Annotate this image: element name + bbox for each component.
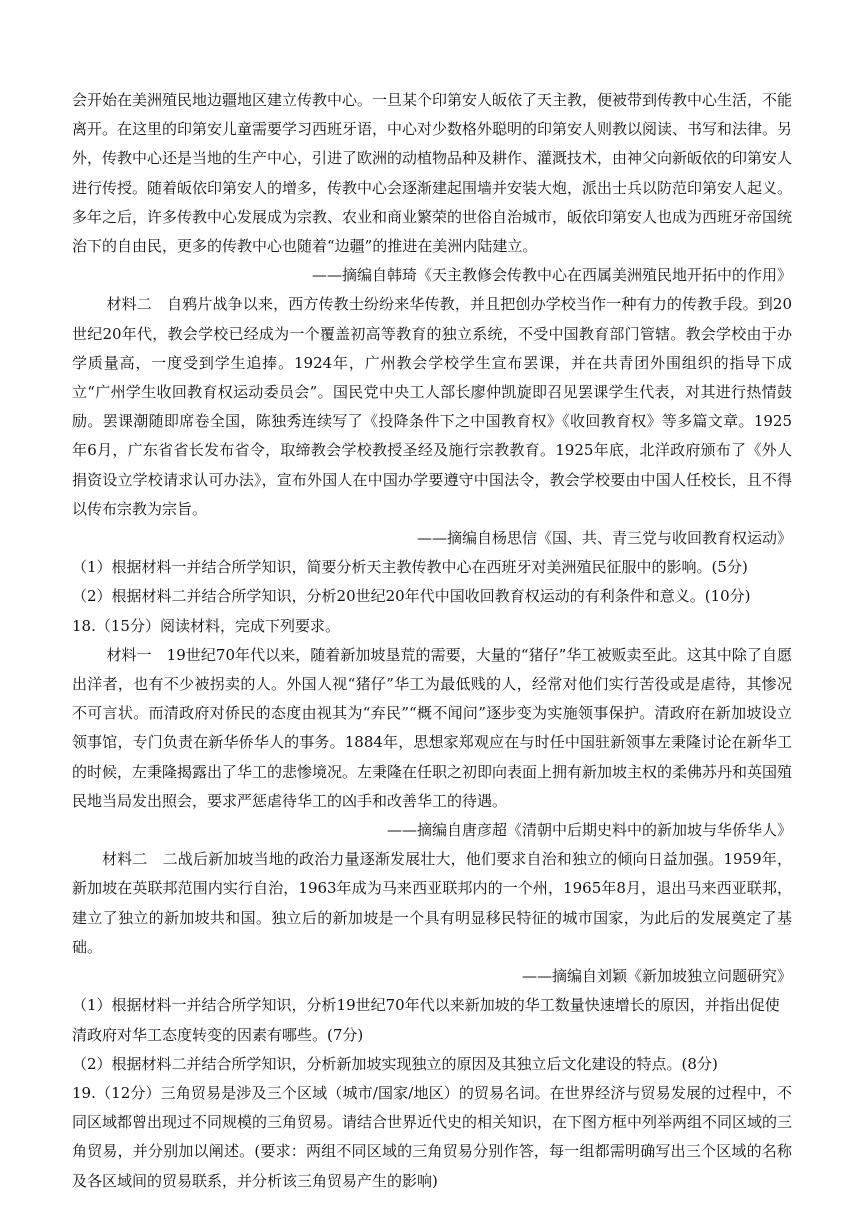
q17-material-2-source: ——摘编自杨思信《国、共、青三党与收回教育权运动》 [416, 529, 792, 548]
q17-material-1-text: 会开始在美洲殖民地边疆地区建立传教中心。一旦某个印第安人皈依了天主教，便被带到传教中心生活，不能离开。在这里的印第安儿童需要学习西班牙语，中心对少数格外聪明的印第安人则教以阅读、书写和法律。另外，传教中心还是当地的生产中心，引进了欧洲的动植物品种及耕作、灌溉技术，由神父向新皈依的印第安人进行传授。随着皈依印第安人的增多，传教中心会逐渐建起围墙并安装大炮，派出士兵以防范印第安人起义。多年之后，许多传教中心发展成为宗教、农业和商业繁荣的世俗自治城市，皈依印第安人也成为西班牙帝国统治下的自由民，更多的传教中心也随着“边疆”的推进在美洲内陆建立。 [72, 91, 793, 256]
q18-material-1-text: 材料一 19世纪70年代以来，随着新加坡垦荒的需要，大量的“猪仔”华工被贩卖至此。这其中除了自愿出洋者，也有不少被拐卖的人。外国人视“猪仔”华工为最低贱的人，经常对他们实行苦役或是虐待，其惨况不可言状。而清政府对侨民的态度由视其为“弃民”“概不闻问”逐步变为实施领事保护。清政府在新加坡设立领事馆，专门负责在新华侨华人的事务。1884年，思想家郑观应在与时任中国驻新领事左秉隆讨论在新华工的时候，左秉隆揭露出了华工的悲惨境况。左秉隆在任职之初即向表面上拥有新加坡主权的柔佛苏丹和英国殖民地当局发出照会，要求严惩虐待华工的凶手和改善华工的待遇。 [72, 645, 793, 810]
q18-subquestion-1: （1）根据材料一并结合所学知识，分析19世纪70年代以来新加坡的华工数量快速增长的原因，并指出促使清政府对华工态度转变的因素有哪些。(7分) [72, 996, 780, 1044]
q17-subquestion-1: （1）根据材料一并结合所学知识，简要分析天主教传教中心在西班牙对美洲殖民征服中的影响。(5分) [72, 558, 748, 577]
q18-material-2-text: 材料二 二战后新加坡当地的政治力量逐渐发展壮大，他们要求自治和独立的倾向日益加强。1959年，新加坡在英联邦范围内实行自治，1963年成为马来西亚联邦内的一个州，1965年8月，退出马来西亚联邦，建立了独立的新加坡共和国。独立后的新加坡是一个具有明显移民特征的城市国家，为此后的发展奠定了基础。 [72, 850, 792, 956]
q17-material-1-source: ——摘编自韩琦《天主教修会传教中心在西属美洲殖民地开拓中的作用》 [311, 266, 792, 285]
q19-question: 19.（12分）三角贸易是涉及三个区域（城市/国家/地区）的贸易名词。在世界经济与贸易发展的过程中，不同区域都曾出现过不同规模的三角贸易。请结合世界近代史的相关知识，在下图方框中列举两组不同区域的三角贸易，并分别加以阐述。(要求：两组不同区域的三角贸易分别作答，每一组都需明确写出三个区域的名称及各区域间的贸易联系，并分析该三角贸易产生的影响) [72, 1083, 793, 1190]
q18-material-1-source: ——摘编自唐彦超《清朝中后期史料中的新加坡与华侨华人》 [386, 821, 792, 840]
q17-subquestion-2: （2）根据材料二并结合所学知识，分析20世纪20年代中国收回教育权运动的有利条件和意义。(10分) [72, 587, 751, 606]
q17-material-2-text: 材料二 自鸦片战争以来，西方传教士纷纷来华传教，并且把创办学校当作一种有力的传教手段。到20世纪20年代，教会学校已经成为一个覆盖初高等教育的独立系统，不受中国教育部门管辖。教会学校由于办学质量高，一度受到学生追捧。1924年，广州教会学校学生宣布罢课，并在共青团外围组织的指导下成立“广州学生收回教育权运动委员会”。国民党中央工人部长廖仲凯旋即召见罢课学生代表，对其进行热情鼓励。罢课潮随即席卷全国，陈独秀连续写了《投降条件下之中国教育权》《收回教育权》等多篇文章。1925年6月，广东省省长发布省令，取缔教会学校教授圣经及施行宗教教育。1925年底，北洋政府颁布了《外人捐资设立学校请求认可办法》，宣布外国人在中国办学要遵守中国法令，教会学校要由中国人任校长，且不得以传布宗教为宗旨。 [72, 295, 792, 518]
q18-heading: 18.（15分）阅读材料，完成下列要求。 [72, 616, 340, 635]
q18-subquestion-2: （2）根据材料二并结合所学知识，分析新加坡实现独立的原因及其独立后文化建设的特点。(8分) [72, 1054, 718, 1073]
q18-material-2-source: ——摘编自刘颖《新加坡独立问题研究》 [521, 967, 792, 986]
